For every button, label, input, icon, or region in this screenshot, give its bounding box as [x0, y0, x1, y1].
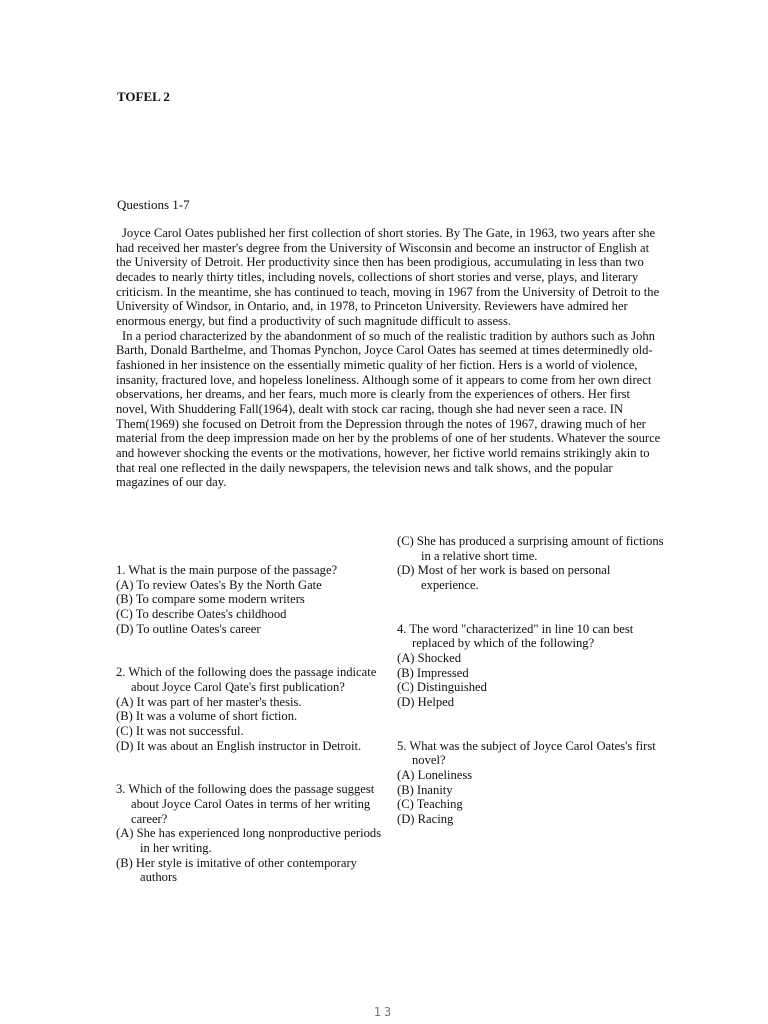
questions-left-column — [116, 563, 384, 885]
question-3-option-a: (A) She has experienced long nonproductive periods in her writing. — [116, 826, 382, 855]
question-5-option-d: (D) Racing — [397, 811, 454, 826]
question-4-text: 4. The word "characterized" in line 10 can best replaced by which of the following? — [397, 621, 634, 651]
question-3-option-b: (B) Her style is imitative of other contemporary authors — [116, 855, 357, 885]
question-4-option-c: (C) Distinguished — [397, 680, 487, 695]
question-2-text: 2. Which of the following does the passage indicate about Joyce Carol Qate's first publication? — [116, 665, 377, 694]
question-4-option-d: (D) Helped — [397, 694, 454, 709]
question-3-option-d: (D) Most of her work is based on personal experience. — [397, 563, 611, 592]
passage-paragraph-1: Joyce Carol Oates published her first collection of short stories. By The Gate, in 1963, two years after she had received her master's degree from the University of Wisconsin and become an instructor of English at the University of Detroit. Her productivity since then has been prodigious, accumulating in less than two decades to nearly thirty titles, including novels, collections of short stories and verse, plays, and literary criticism. In the meantime, she has continued to teach, moving in 1967 from the University of Detroit to the University of Windsor, in Ontario, and, in 1978, to Princeton University. Reviewers have admired her enormous energy, but find a productivity of such magnitude difficult to assess. — [116, 226, 660, 328]
question-5-option-c: (C) Teaching — [397, 797, 463, 812]
question-3-text: 3. Which of the following does the passage suggest about Joyce Carol Oates in terms of her writing career? — [116, 782, 375, 826]
passage-paragraph-2: In a period characterized by the abandonment of so much of the realistic tradition by authors such as John Barth, Donald Barthelme, and Thomas Pynchon, Joyce Carol Oates has seemed at times determinedly old-fashioned in her insistence on the essentially mimetic quality of her fiction. Hers is a world of violence, insanity, fractured love, and hopeless loneliness. Although some of it appears to come from her own direct observations, her dreams, and her fears, much more is clearly from the experiences of others. Her first novel, With Shuddering Fall(1964), dealt with stock car racing, though she had never seen a race. IN Them(1969) she focused on Detroit from the Depression through the notes of 1967, drawing much of her material from the deep impression made on her by the problems of one of her students. Whatever the source and however shocking the events or the motivations, however, her fictive world remains strikingly akin to that real one reflected in the daily newspapers, the television news and talk shows, and the popular magazines of our day. — [116, 328, 661, 490]
question-1-option-b: (B) To compare some modern writers — [116, 592, 305, 607]
question-1 — [116, 563, 384, 636]
question-2 — [116, 665, 384, 753]
questions-right-column — [397, 534, 667, 827]
question-4-option-b: (B) Impressed — [397, 665, 469, 680]
question-2-option-a: (A) It was part of her master's thesis. — [116, 694, 302, 709]
question-5-text: 5. What was the subject of Joyce Carol Oates's first novel? — [397, 738, 656, 768]
reading-passage — [116, 226, 661, 490]
question-3-option-c: (C) She has produced a surprising amount of fictions in a relative short time. — [397, 534, 664, 563]
question-5-option-a: (A) Loneliness — [397, 767, 473, 782]
question-4-option-a: (A) Shocked — [397, 650, 462, 665]
document-title: TOFEL 2 — [117, 89, 170, 104]
question-range-label: Questions 1-7 — [117, 197, 190, 212]
question-1-option-d: (D) To outline Oates's career — [116, 621, 261, 636]
question-1-option-c: (C) To describe Oates's childhood — [116, 606, 287, 621]
question-2-option-d: (D) It was about an English instructor in Detroit. — [116, 738, 362, 753]
question-1-text: 1. What is the main purpose of the passage? — [116, 563, 338, 577]
page-number: 13 — [373, 1005, 395, 1019]
question-3 — [116, 782, 384, 885]
question-5-option-b: (B) Inanity — [397, 782, 453, 797]
question-4 — [397, 622, 667, 710]
question-2-option-c: (C) It was not successful. — [116, 723, 244, 738]
question-3-continued — [397, 534, 667, 593]
question-1-option-a: (A) To review Oates's By the North Gate — [116, 577, 322, 592]
question-5 — [397, 739, 667, 827]
question-2-option-b: (B) It was a volume of short fiction. — [116, 709, 298, 724]
